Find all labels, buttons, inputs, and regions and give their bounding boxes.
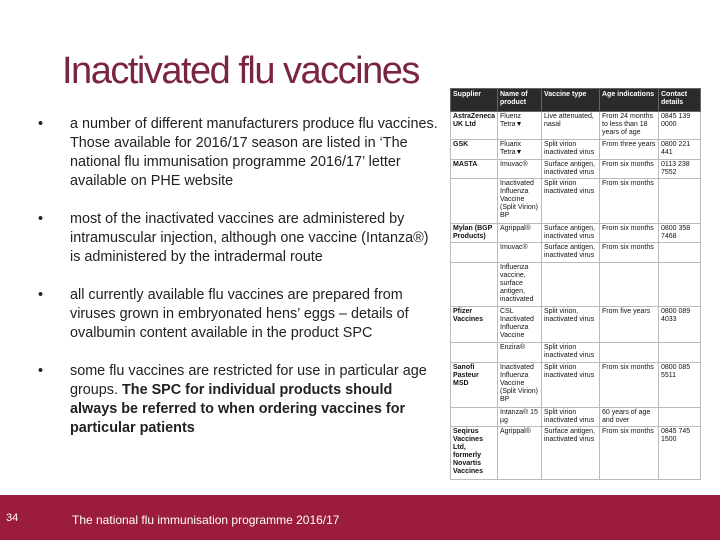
cell-age: From six months bbox=[600, 223, 659, 243]
cell-supplier: Pfizer Vaccines bbox=[451, 307, 498, 343]
bullet-dot: • bbox=[38, 116, 44, 132]
cell-vaccine-type: Split virion inactivated virus bbox=[542, 407, 600, 427]
cell-contact bbox=[659, 262, 701, 306]
page-number: 34 bbox=[6, 512, 19, 524]
bullet-dot: • bbox=[38, 287, 44, 303]
cell-product: Fluarix Tetra▼ bbox=[498, 139, 542, 159]
cell-contact bbox=[659, 343, 701, 363]
bullet-text: most of the inactivated vaccines are administered by intramuscular injection, although one vaccine (Intanza®) is administered by the intradermal route bbox=[70, 211, 429, 265]
bullet-text: all currently available flu vaccines are prepared from viruses grown in embryonated hens’ eggs – details of ovalbumin content available in the product SPC bbox=[70, 287, 409, 341]
cell-age bbox=[600, 262, 659, 306]
vaccine-table bbox=[450, 88, 701, 480]
cell-contact: 0800 358 7468 bbox=[659, 223, 701, 243]
table-row bbox=[451, 407, 701, 427]
cell-supplier: GSK bbox=[451, 139, 498, 159]
bullet-item bbox=[38, 362, 438, 438]
table-row bbox=[451, 262, 701, 306]
cell-contact bbox=[659, 407, 701, 427]
cell-product: CSL Inactivated Influenza Vaccine bbox=[498, 307, 542, 343]
header-contact: Contact details bbox=[659, 89, 701, 112]
cell-product: Inactivated Influenza Vaccine (Split Virion) BP bbox=[498, 363, 542, 407]
cell-contact: 0800 221 441 bbox=[659, 139, 701, 159]
cell-vaccine-type: Surface antigen, inactivated virus bbox=[542, 159, 600, 179]
table-header-row bbox=[451, 89, 701, 112]
cell-contact bbox=[659, 179, 701, 223]
cell-age: From 24 months to less than 18 years of age bbox=[600, 112, 659, 140]
cell-vaccine-type: Split virion inactivated virus bbox=[542, 343, 600, 363]
header-product: Name of product bbox=[498, 89, 542, 112]
cell-supplier: Mylan (BGP Products) bbox=[451, 223, 498, 243]
bullet-item bbox=[38, 286, 438, 343]
cell-contact: 0845 139 0000 bbox=[659, 112, 701, 140]
cell-vaccine-type: Split virion, inactivated virus bbox=[542, 307, 600, 343]
cell-product: Agrippal® bbox=[498, 223, 542, 243]
cell-supplier bbox=[451, 179, 498, 223]
cell-age: From six months bbox=[600, 363, 659, 407]
cell-product: Inactivated Influenza Vaccine (Split Virion) BP bbox=[498, 179, 542, 223]
cell-vaccine-type bbox=[542, 262, 600, 306]
cell-vaccine-type: Live attenuated, nasal bbox=[542, 112, 600, 140]
cell-product: Intanza® 15 µg bbox=[498, 407, 542, 427]
table-row bbox=[451, 243, 701, 263]
cell-contact: 0845 745 1500 bbox=[659, 427, 701, 480]
slide-title: Inactivated flu vaccines bbox=[62, 50, 419, 92]
cell-supplier bbox=[451, 262, 498, 306]
bullet-item bbox=[38, 115, 438, 191]
cell-product: Fluenz Tetra▼ bbox=[498, 112, 542, 140]
cell-supplier bbox=[451, 243, 498, 263]
header-supplier: Supplier bbox=[451, 89, 498, 112]
header-vaccine-type: Vaccine type bbox=[542, 89, 600, 112]
cell-supplier bbox=[451, 343, 498, 363]
cell-contact bbox=[659, 243, 701, 263]
cell-supplier: MASTA bbox=[451, 159, 498, 179]
cell-supplier bbox=[451, 407, 498, 427]
cell-supplier: Seqirus Vaccines Ltd, formerly Novartis Vaccines bbox=[451, 427, 498, 480]
table-row bbox=[451, 223, 701, 243]
cell-supplier: AstraZeneca UK Ltd bbox=[451, 112, 498, 140]
cell-age: 60 years of age and over bbox=[600, 407, 659, 427]
table-row bbox=[451, 343, 701, 363]
cell-vaccine-type: Surface antigen, inactivated virus bbox=[542, 223, 600, 243]
cell-vaccine-type: Split virion inactivated virus bbox=[542, 139, 600, 159]
cell-vaccine-type: Split virion inactivated virus bbox=[542, 363, 600, 407]
cell-contact: 0113 238 7552 bbox=[659, 159, 701, 179]
cell-product: Influenza vaccine, surface antigen, inactivated bbox=[498, 262, 542, 306]
table-row bbox=[451, 363, 701, 407]
cell-contact: 0800 085 5511 bbox=[659, 363, 701, 407]
cell-product: Agrippal® bbox=[498, 427, 542, 480]
table-row bbox=[451, 307, 701, 343]
cell-vaccine-type: Surface antigen, inactivated virus bbox=[542, 243, 600, 263]
cell-contact: 0800 089 4033 bbox=[659, 307, 701, 343]
bullet-list bbox=[38, 115, 438, 457]
cell-age: From three years bbox=[600, 139, 659, 159]
footer-text: The national flu immunisation programme 2016/17 bbox=[72, 513, 340, 527]
cell-product: Imuvac® bbox=[498, 243, 542, 263]
table-row bbox=[451, 159, 701, 179]
cell-age bbox=[600, 343, 659, 363]
footer-bar bbox=[0, 495, 720, 540]
bullet-text: a number of different manufacturers produce flu vaccines. Those available for 2016/17 season are listed in ‘The national flu immunisation programme 2016/17’ letter available on PHE website bbox=[70, 116, 438, 189]
cell-age: From six months bbox=[600, 159, 659, 179]
bullet-text: some flu vaccines are restricted for use in particular age groups. bbox=[70, 363, 427, 398]
bullet-text-bold: The SPC for individual products should always be referred to when ordering vaccines for particular patients bbox=[70, 382, 406, 436]
cell-age: From six months bbox=[600, 179, 659, 223]
cell-age: From five years bbox=[600, 307, 659, 343]
cell-age: From six months bbox=[600, 243, 659, 263]
cell-vaccine-type: Surface antigen, inactivated virus bbox=[542, 427, 600, 480]
table-row bbox=[451, 139, 701, 159]
bullet-item bbox=[38, 210, 438, 267]
cell-supplier: Sanofi Pasteur MSD bbox=[451, 363, 498, 407]
table-row bbox=[451, 179, 701, 223]
cell-vaccine-type: Split virion inactivated virus bbox=[542, 179, 600, 223]
bullet-dot: • bbox=[38, 211, 44, 227]
table-row bbox=[451, 112, 701, 140]
table-row bbox=[451, 427, 701, 480]
bullet-dot: • bbox=[38, 363, 44, 379]
header-age-indications: Age indications bbox=[600, 89, 659, 112]
cell-age: From six months bbox=[600, 427, 659, 480]
cell-product: Enzira® bbox=[498, 343, 542, 363]
cell-product: Imuvac® bbox=[498, 159, 542, 179]
